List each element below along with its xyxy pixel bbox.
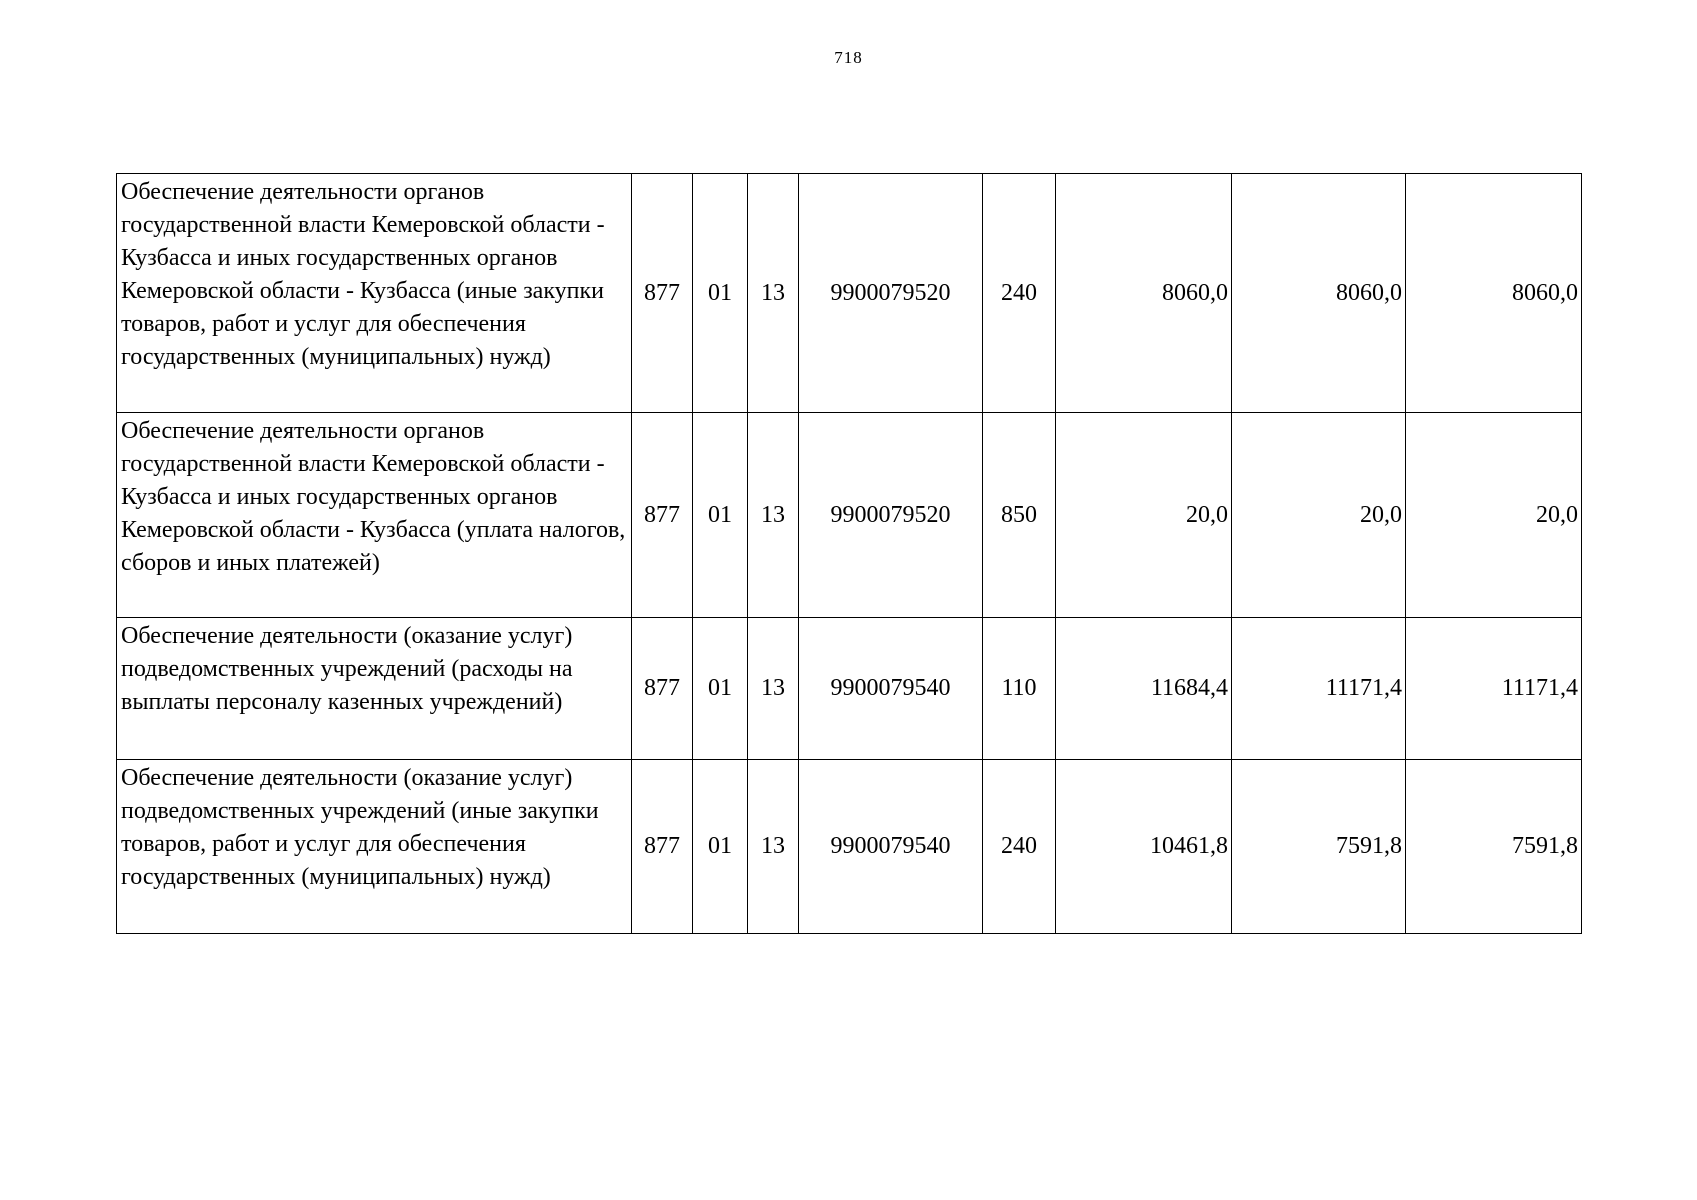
amount-year-2: 7591,8: [1232, 760, 1406, 934]
amount-year-1: 11684,4: [1056, 618, 1232, 760]
amount-year-3: 8060,0: [1406, 174, 1582, 413]
expense-type-code: 240: [983, 760, 1056, 934]
amount-year-1: 20,0: [1056, 413, 1232, 618]
subsection-code: 13: [748, 174, 799, 413]
table-row: [117, 413, 1582, 618]
amount-year-3: 7591,8: [1406, 760, 1582, 934]
target-article-code: 9900079520: [799, 174, 983, 413]
subsection-code: 13: [748, 413, 799, 618]
subsection-code: 13: [748, 618, 799, 760]
ved-code: 877: [632, 413, 693, 618]
row-description: Обеспечение деятельности (оказание услуг) подведомственных учреждений (расходы на выплаты персоналу казенных учреждений): [117, 618, 632, 760]
expense-type-code: 110: [983, 618, 1056, 760]
amount-year-3: 20,0: [1406, 413, 1582, 618]
budget-table: [116, 173, 1582, 934]
ved-code: 877: [632, 618, 693, 760]
expense-type-code: 240: [983, 174, 1056, 413]
page-number: 718: [834, 48, 863, 67]
row-description: Обеспечение деятельности органов государственной власти Кемеровской области - Кузбасса и иных государственных органов Кемеровской области - Кузбасса (уплата налогов, сборов и иных платежей): [117, 413, 632, 618]
section-code: 01: [693, 174, 748, 413]
amount-year-3: 11171,4: [1406, 618, 1582, 760]
target-article-code: 9900079540: [799, 760, 983, 934]
amount-year-2: 11171,4: [1232, 618, 1406, 760]
table-row: [117, 760, 1582, 934]
amount-year-2: 8060,0: [1232, 174, 1406, 413]
section-code: 01: [693, 618, 748, 760]
row-description: Обеспечение деятельности органов государственной власти Кемеровской области - Кузбасса и иных государственных органов Кемеровской области - Кузбасса (иные закупки товаров, работ и услуг для обеспечения государственных (муниципальных) нужд): [117, 174, 632, 413]
target-article-code: 9900079520: [799, 413, 983, 618]
section-code: 01: [693, 413, 748, 618]
section-code: 01: [693, 760, 748, 934]
ved-code: 877: [632, 174, 693, 413]
target-article-code: 9900079540: [799, 618, 983, 760]
table-row: [117, 174, 1582, 413]
table-row: [117, 618, 1582, 760]
row-description: Обеспечение деятельности (оказание услуг) подведомственных учреждений (иные закупки товаров, работ и услуг для обеспечения государственных (муниципальных) нужд): [117, 760, 632, 934]
amount-year-2: 20,0: [1232, 413, 1406, 618]
expense-type-code: 850: [983, 413, 1056, 618]
amount-year-1: 8060,0: [1056, 174, 1232, 413]
amount-year-1: 10461,8: [1056, 760, 1232, 934]
ved-code: 877: [632, 760, 693, 934]
subsection-code: 13: [748, 760, 799, 934]
